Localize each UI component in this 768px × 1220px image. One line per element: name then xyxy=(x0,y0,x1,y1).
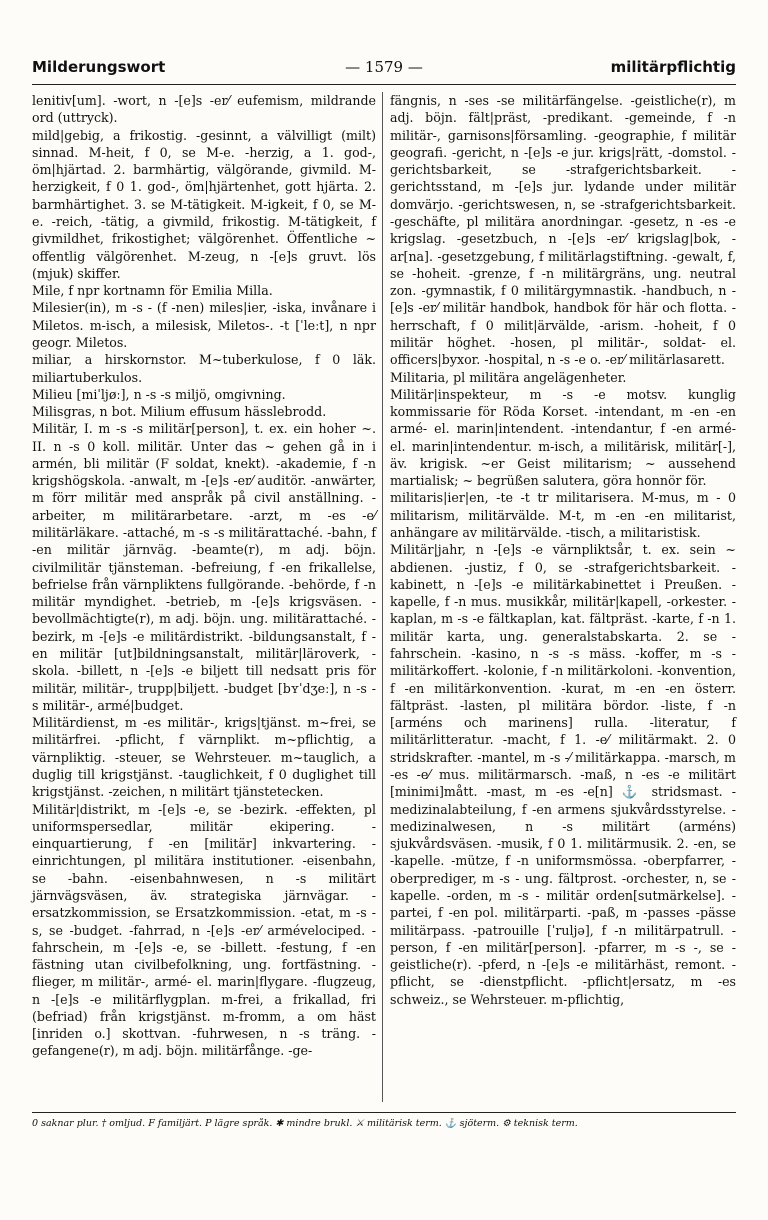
right-column xyxy=(390,92,736,1008)
column-divider xyxy=(382,92,383,1102)
dictionary-entry: Militär|distrikt, m -[e]s -e, se -bezirk. -effekten, pl uniformspersedlar, militär ekipering. -einquartierung, f -en [militär] inkvartering. -einrichtungen, pl militära institutioner. -eisenbahn, se -bahn. -eisenbahnwesen, n -s militärt järnvägsväsen, äv. strategiska järnvägar. -ersatzkommission, se Ersatzkommission. -etat, m -s -s, se -budget. -fahrrad, n -[e]s -er⁄ armévelociped. -fahrschein, m -[e]s -e, se -billett. -festung, f -en fästning utan civilbefolkning, ung. fortfästning. -flieger, m militär-, armé- el. marin|flygare. -flugzeug, n -[e]s -e militärflygplan. m-frei, a frikallad, fri (befriad) från krigstjänst. m-fromm, a om häst [inriden o.] skottvan. -fuhrwesen, n -s träng. -gefangene(r), m adj. böjn. militärfånge. -ge- xyxy=(32,801,376,1059)
abbreviation-legend: 0 saknar plur. † omljud. F familjärt. P lägre språk. ✱ mindre brukl. ⚔ militärisk term. ⚓ sjöterm. ⚙ teknisk term. xyxy=(32,1118,578,1129)
dictionary-entry: miliar, a hirskornstor. M~tuberkulose, f 0 läk. miliartuberkulos. xyxy=(32,352,376,385)
dictionary-entry: Militär|inspekteur, m -s -e motsv. kunglig kommissarie för Röda Korset. -intendant, m -en -en armé- el. marin|intendent. -intendantur, f -en armé- el. marin|intendentur. m-isch, a militärisk, militär[-], äv. krigisk. ~er Geist militarism; ~ aussehend martialisk; ~ begrüßen salutera, göra honnör för. xyxy=(390,386,736,489)
dictionary-entry: Militär|jahr, n -[e]s -e värnpliktsår, t. ex. sein ~ abdienen. -justiz, f 0, se -strafgerichtsbarkeit. -kabinett, n -[e]s -e militärkabinettet i Preußen. -kapelle, f -n mus. musikkår, militär|kapell, -orkester. -kaplan, m -s -e fältkaplan, kat. fältpräst. -karte, f -n 1. militär karta, ung. generalstabskarta. 2. se -fahrschein. -kasino, n -s -s mäss. -koffer, m -s - militärkoffert. -kolonie, f -n militärkoloni. -konvention, f -en militärkonvention. -kurat, m -en -en österr. fältpräst. -lasten, pl militära bördor. -liste, f -n [arméns och marinens] rulla. -literatur, f militärlitteratur. -macht, f 1. -e⁄ militärmakt. 2. 0 stridskrafter. -mantel, m -s -⁄ militärkappa. -marsch, m -es -e⁄ mus. militärmarsch. -maß, n -es -e militärt [minimi]mått. -mast, m -es -e[n] ⚓ stridsmast. -medizinalabteilung, f -en armens sjukvårdsstyrelse. -medizinalwesen, n -s militärt (arméns) sjukvårdsväsen. -musik, f 0 1. militärmusik. 2. -en, se -kapelle. -mütze, f -n uniformsmössa. -oberpfarrer, -oberprediger, m -s - ung. fältprost. -orchester, n, se -kapelle. -orden, m -s - militär orden[sutmärkelse]. -partei, f -en pol. militärparti. -paß, m -passes -pässe militärpass. -patrouille [ˈruljə], f -n militärpatrull. -person, f -en militär[person]. -pfarrer, m -s -, se -geistliche(r). -pferd, n -[e]s -e militärhäst, remont. -pflicht, se -dienstpflicht. -pflicht|ersatz, m -es schweiz., se Wehrsteuer. m-pflichtig, xyxy=(390,542,736,1007)
header-right-guideword: militärpflichtig xyxy=(610,58,736,76)
dictionary-entry: militaris|ier|en, -te -t tr militarisera. M-mus, m - 0 militarism, militärvälde. M-t, m -en -en militarist, anhängare av militärvälde. -tisch, a militaristisk. xyxy=(390,490,736,541)
dictionary-entry: Milisgras, n bot. Milium effusum hässlebrodd. xyxy=(32,404,327,420)
dictionary-entry: Militärdienst, m -es militär-, krigs|tjänst. m~frei, se militärfrei. -pflicht, f värnplikt. m~pflichtig, a värnpliktig. -steuer, se Wehrsteuer. m~tauglich, a duglig till krigstjänst. -tauglichkeit, f 0 duglighet till krigstjänst. -zeichen, n militärt tjänstetecken. xyxy=(32,715,376,800)
dictionary-entry: mild|gebig, a frikostig. -gesinnt, a välvilligt (milt) sinnad. M-heit, f 0, se M-e. -herzig, a 1. god-, öm|hjärtad. 2. barmhärtig, välgörande, givmild. M-herzigkeit, f 0 1. god-, öm|hjärtenhet, gott hjärta. 2. barmhärtighet. 3. se M-tätigkeit. M-igkeit, f 0, se M-e. -reich, -tätig, a givmild, frikostig. M-tätigkeit, f givmildhet, frikostighet; välgörenhet. Öffentliche ~ offentlig välgörenhet. M-zeug, n -[e]s gruvt. lös (mjuk) skiffer. xyxy=(32,127,376,281)
dictionary-entry: Militär, I. m -s -s militär[person], t. ex. ein hoher ~. II. n -s 0 koll. militär. Unter das ~ gehen gå in i armén, bli militär (F soldat, knekt). -akademie, f -n krigshögskola. -anwalt, m -[e]s -er⁄ auditör. -anwärter, m förr militär med anspråk på civil anställning. -arbeiter, m militärarbetare. -arzt, m -es -e⁄ militärläkare. -attaché, m -s -s militärattaché. -bahn, f -en militär järnväg. -beamte(r), m adj. böjn. civilmilitär tjänsteman. -befreiung, f -en frikallelse, befrielse från värnpliktens fullgörande. -behörde, f -n militär myndighet. -betrieb, m -[e]s krigsväsen. -bevollmächtigte(r), m adj. böjn. ung. militärattaché. -bezirk, m -[e]s -e militärdistrikt. -bildungsanstalt, f -en militär [ut]bildningsanstalt, militär|läroverk, -skola. -billett, n -[e]s -e biljett till nedsatt pris för militär, militär-, trupp|biljett. -budget [bʏˈdʒeː], n -s -s militär-, armé|budget. xyxy=(32,421,376,713)
dictionary-entry: lenitiv[um]. -wort, n -[e]s -er⁄ eufemism, mildrande ord (uttryck). xyxy=(32,93,376,126)
page-number: — 1579 — xyxy=(345,58,423,76)
page-header xyxy=(32,58,736,84)
dictionary-entry: fängnis, n -ses -se militärfängelse. -geistliche(r), m adj. böjn. fält|präst, -predikant. -gemeinde, f -n militär-, garnisons|församling. -geographie, f militär geografi. -gericht, n -[e]s -e jur. krigs|rätt, -domstol. -gerichtsbarkeit, se -strafgerichtsbarkeit. -gerichtsstand, m -[e]s jur. lydande under militär domvärjo. -gerichtswesen, n, se -strafgerichtsbarkeit. -geschäfte, pl militära anordningar. -gesetz, n -es -e krigslag. -gesetzbuch, n -[e]s -er⁄ krigslag|bok, -ar[na]. -gesetzgebung, f militärlagstiftning. -gewalt, f, se -hoheit. -grenze, f -n militärgräns, ung. neutral zon. -gymnastik, f 0 militärgymnastik. -handbuch, n -[e]s -er⁄ militär handbok, handbok för här och flotta. -herrschaft, f 0 milit|ärvälde, -arism. -hoheit, f 0 militär höghet. -hosen, pl militär-, soldat- el. officers|byxor. -hospital, n -s -e o. -er⁄ militärlasarett. xyxy=(390,93,736,368)
dictionary-entry: Mile, f npr kortnamn för Emilia Milla. xyxy=(32,283,273,299)
dictionary-entry: Milesier(in), m -s - (f -nen) miles|ier, -iska, invånare i Miletos. m-isch, a milesisk, Miletos-. -t [ˈleːt], n npr geogr. Miletos. xyxy=(32,300,376,350)
header-left-guideword: Milderungswort xyxy=(32,58,166,76)
footer-rule xyxy=(32,1112,736,1113)
dictionary-entry: Militaria, pl militära angelägenheter. xyxy=(390,369,627,385)
dictionary-entry: Milieu [miˈljøː], n -s -s miljö, omgivning. xyxy=(32,386,286,402)
header-rule xyxy=(32,84,736,85)
left-column xyxy=(32,92,376,1060)
